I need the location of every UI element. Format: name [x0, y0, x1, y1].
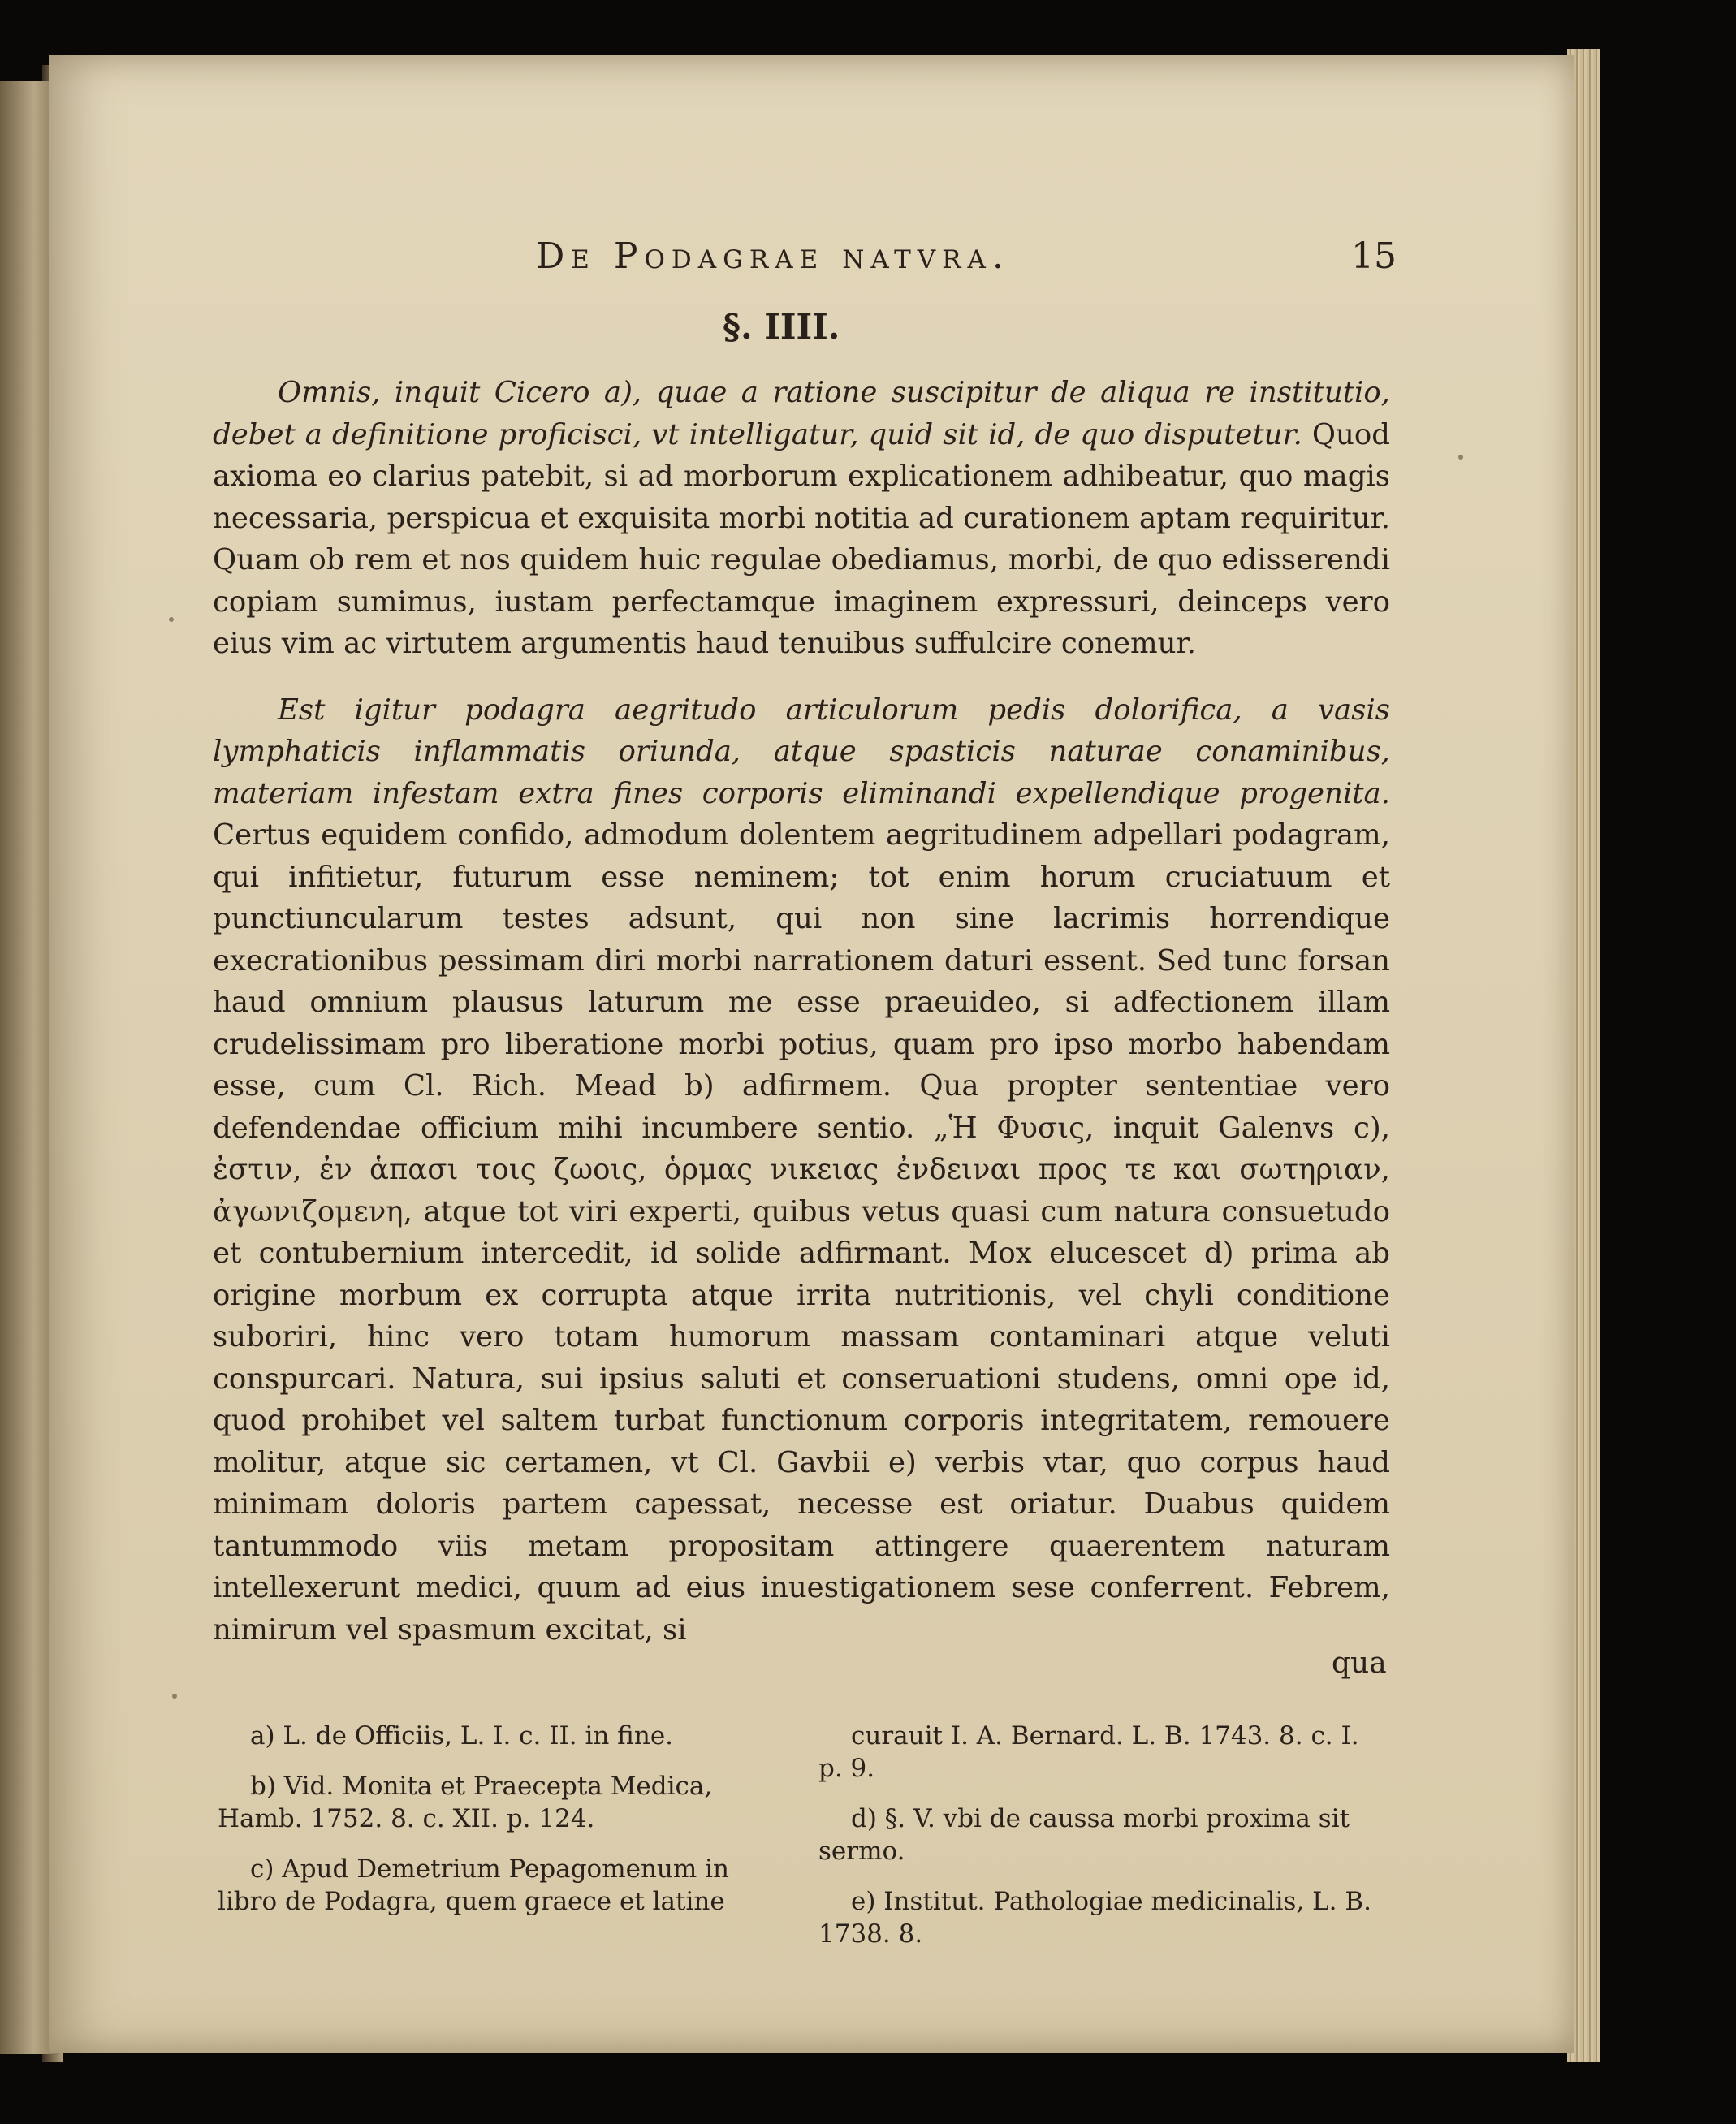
running-header: [536, 235, 1397, 284]
paper-speck: [172, 1694, 177, 1699]
footnote: d) §. V. vbi de caussa morbi proxima sit sermo.: [818, 1804, 1350, 1866]
paper-speck: [169, 617, 174, 622]
body-text: [213, 372, 1390, 1675]
paragraph-text: Certus equidem confido, admodum dolentem aegritudinem adpellari podagram, qui infitietur, futurum esse neminem; tot enim horum cruciatuum et punctiuncularum testes adsunt, qui non sine lacrimis horrendique execrationibus pessimam diri morbi narrationem daturi essent. Sed tunc forsan haud omnium plausus laturum me esse praeuideo, si adfectionem illam crudelissimam pro liberatione morbi potius, quam pro ipso morbo habendam esse, cum Cl. Rich. Mead b) adfirmem. Qua propter sententiae vero defendendae officium mihi incumbere sentio. „Ἡ Φυσις, inquit Galenvs c), ἐστιν, ἐν ἁπασι τοις ζωοις, ὁρμας νικειας ἐνδειναι προς τε και σωτηριαν, ἀγωνιζομενη, atque tot viri experti, quibus vetus quasi cum natura consuetudo et contubernium intercedit, id solide adfirmant. Mox elucescet d) prima ab origine morbum ex corrupta atque irrita nutritionis, vel chyli conditione suboriri, hinc vero totam humorum massam contaminari atque veluti conspurcari. Natura, sui ipsius saluti et conseruationi studens, omni ope id, quod prohibet vel saltem turbat functionum corporis integritatem, remouere molitur, atque sic certamen, vt Cl. Gavbii e) verbis vtar, quo corpus haud minimam doloris partem capessat, necesse est oriatur. Duabus quidem tantummodo viis metam propositam attingere quaerentem naturam intellexerunt medici, quum ad eius inuestigationem sese conferrent. Febrem, nimirum vel spasmum excitat, si: [213, 818, 1390, 1647]
page-number: 15: [1351, 235, 1397, 277]
paragraph-lead: Est igitur podagra aegritudo articulorum pedis dolorifica, a vasis lymphaticis inflammatis oriunda, atque spasticis naturae conaminibus, materiam infestam extra fines corporis eliminandi expellendique progenita.: [213, 693, 1390, 810]
paragraph: [213, 689, 1390, 1651]
catchword: qua: [1332, 1647, 1387, 1680]
footnotes-right-column: [818, 1720, 1387, 1968]
paragraph-lead: Omnis, inquit Cicero a), quae a ratione suscipitur de aliqua re institutio, debet a definitione proficisci, vt intelligatur, quid sit id, de quo disputetur.: [213, 376, 1390, 451]
footnote: e) Institut. Pathologiae medicinalis, L. B. 1738. 8.: [818, 1887, 1372, 1949]
footnote: c) Apud Demetrium Pepagomenum in libro de Podagra, quem graece et latine: [218, 1854, 729, 1916]
footnotes: [218, 1720, 1395, 1955]
footnote: b) Vid. Monita et Praecepta Medica, Hamb. 1752. 8. c. XII. p. 124.: [218, 1772, 713, 1833]
running-title: De Podagrae natvra.: [536, 235, 1010, 277]
paragraph-text: Quod axioma eo clarius patebit, si ad morborum explicationem adhibeatur, quo magis necessaria, perspicua et exquisita morbi notitia ad curationem aptam requiritur. Quam ob rem et nos quidem huic regulae obediamus, morbi, de quo edisserendi copiam sumimus, iustam perfectamque imaginem expressuri, deinceps vero eius vim ac virtutem argumentis haud tenuibus suffulcire conemur.: [213, 417, 1390, 660]
paper-speck: [1458, 455, 1463, 460]
footnotes-left-column: [218, 1720, 786, 1936]
footnote: a) L. de Officiis, L. I. c. II. in fine.: [250, 1721, 674, 1751]
section-heading: §. IIII.: [723, 307, 840, 347]
footnote: curauit I. A. Bernard. L. B. 1743. 8. c. I. p. 9.: [818, 1721, 1359, 1783]
paragraph: [213, 372, 1390, 665]
